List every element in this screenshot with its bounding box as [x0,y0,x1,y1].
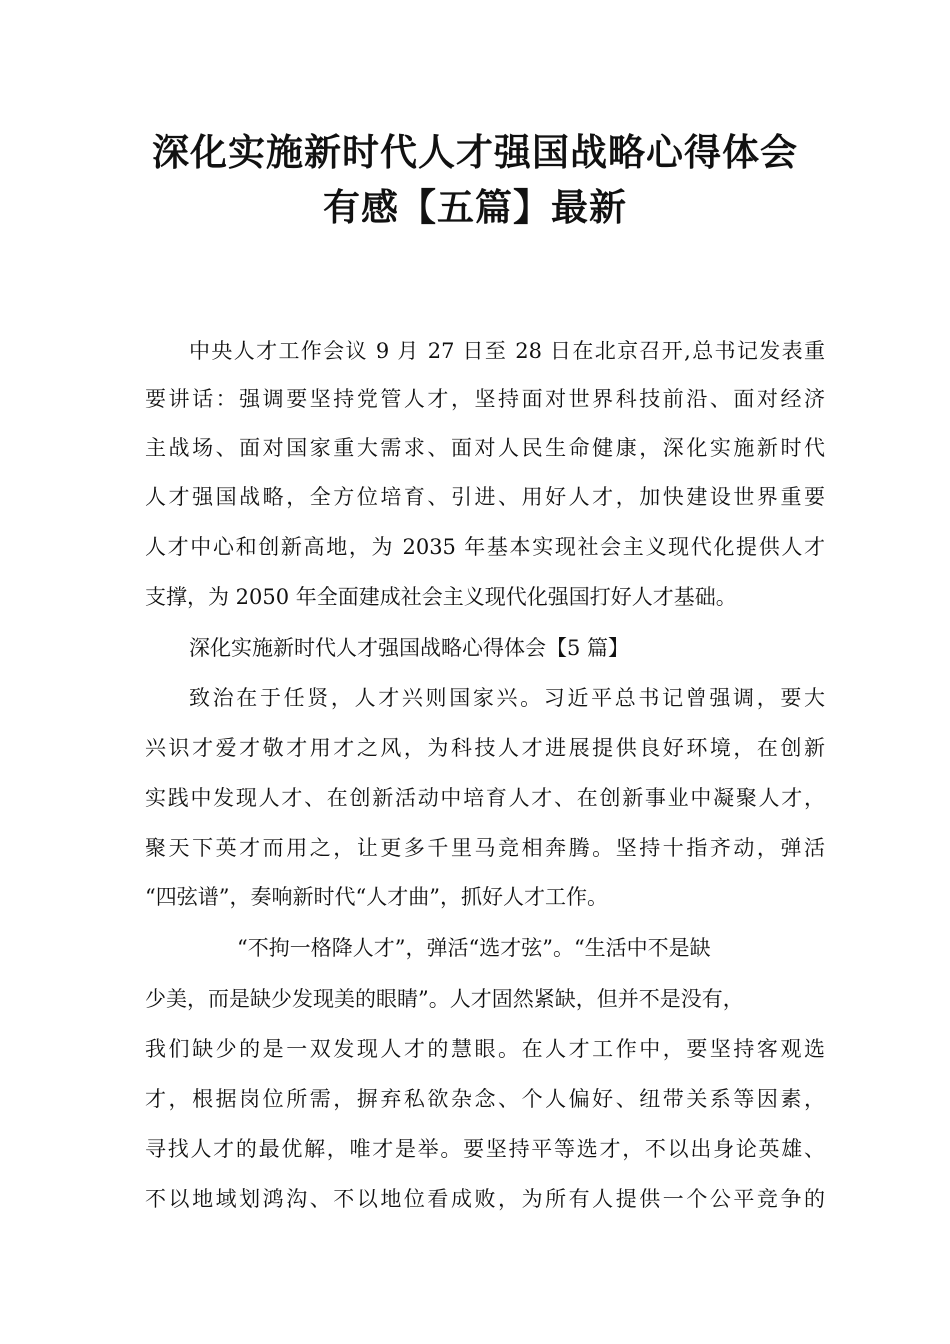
paragraph-line: 才，根据岗位所需，摒弃私欲杂念、个人偏好、纽带关系等因素， [145,1087,825,1111]
paragraph-line: 中央人才工作会议 9 月 27 日至 28 日在北京召开,总书记发表重 [189,339,825,363]
paragraph-line: 要讲话：强调要坚持党管人才，坚持面对世界科技前沿、面对经济 [145,387,825,411]
section-heading: 深化实施新时代人才强国战略心得体会【5 篇】 [189,636,630,660]
paragraph-line: 不以地域划鸿沟、不以地位看成败，为所有人提供一个公平竞争的 [145,1187,825,1211]
paragraph-line: 寻找人才的最优解，唯才是举。要坚持平等选才，不以出身论英雄、 [145,1137,825,1161]
paragraph-line: 支撑，为 2050 年全面建成社会主义现代化强国打好人才基础。 [145,585,737,609]
paragraph-line: 致治在于任贤，人才兴则国家兴。习近平总书记曾强调，要大 [189,686,825,710]
paragraph-line: 聚天下英才而用之，让更多千里马竞相奔腾。坚持十指齐动，弹活 [145,836,825,860]
paragraph-line: “四弦谱”，奏响新时代“人才曲”，抓好人才工作。 [145,885,608,909]
paragraph-line: “不拘一格降人才”，弹活“选才弦”。“生活中不是缺 [237,936,711,960]
paragraph-line: 实践中发现人才、在创新活动中培育人才、在创新事业中凝聚人才， [145,786,825,810]
paragraph-line: 主战场、面对国家重大需求、面对人民生命健康，深化实施新时代 [145,436,825,460]
paragraph-line: 少美，而是缺少发现美的眼睛”。人才固然紧缺，但并不是没有， [145,987,744,1011]
document-title-line-1: 深化实施新时代人才强国战略心得体会 [152,131,798,174]
paragraph-line: 兴识才爱才敬才用才之风，为科技人才进展提供良好环境，在创新 [145,736,825,760]
paragraph-line: 人才强国战略，全方位培育、引进、用好人才，加快建设世界重要 [145,485,825,509]
paragraph-line: 我们缺少的是一双发现人才的慧眼。在人才工作中，要坚持客观选 [145,1037,825,1061]
paragraph-line: 人才中心和创新高地，为 2035 年基本实现社会主义现代化提供人才 [145,535,825,559]
document-title-line-2: 有感【五篇】最新 [323,186,627,229]
